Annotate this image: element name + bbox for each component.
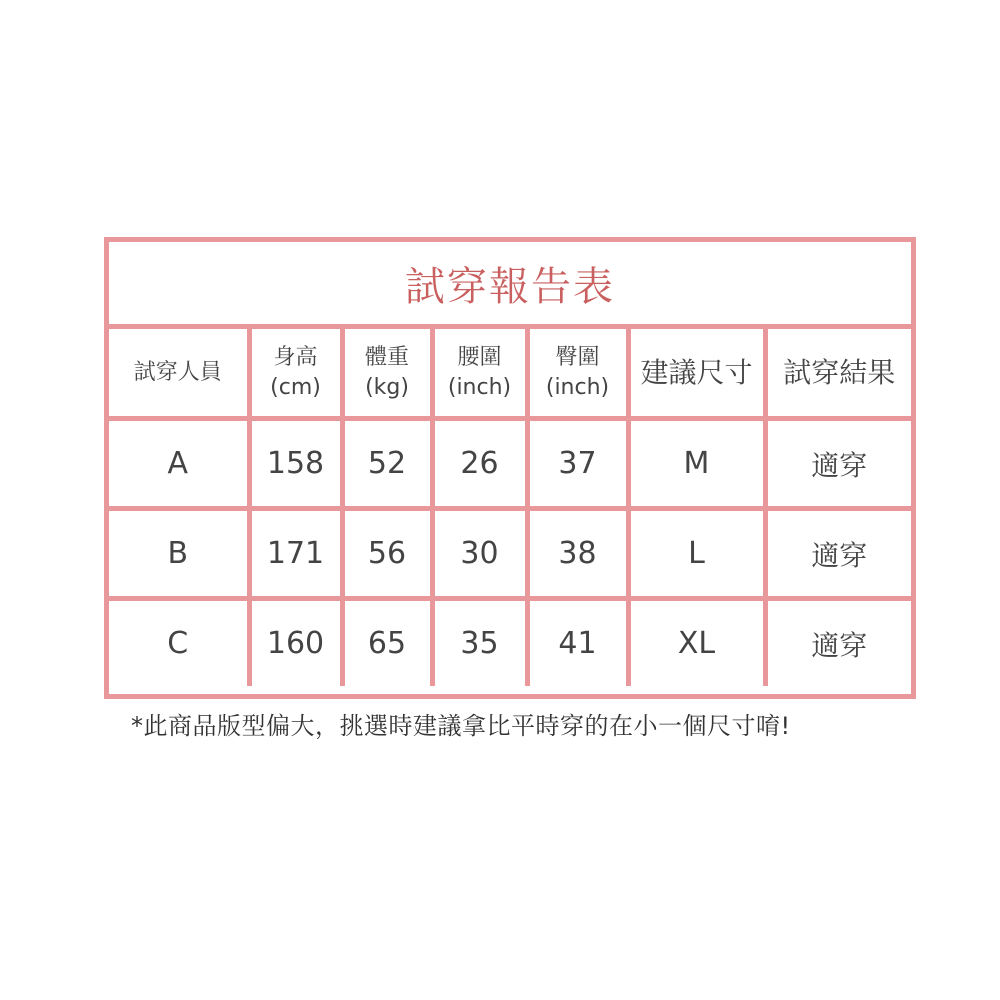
header-hip-unit: (inch) (545, 374, 610, 400)
cell-hip: 41 (527, 599, 628, 687)
header-size (628, 329, 765, 419)
cell-height: 171 (249, 509, 342, 599)
cell-hip: 37 (527, 419, 628, 509)
header-waist (432, 329, 527, 419)
cell-person: A (109, 419, 249, 509)
header-row (109, 329, 911, 419)
header-weight (342, 329, 432, 419)
header-result (765, 329, 911, 419)
table-row (109, 509, 911, 599)
cell-waist: 35 (432, 599, 527, 687)
cell-size: M (628, 419, 765, 509)
header-hip-label: 臀圍 (555, 344, 600, 370)
header-weight-label: 體重 (364, 344, 409, 370)
header-size-label: 建議尺寸 (640, 355, 753, 389)
report-title: 試穿報告表 (405, 263, 615, 310)
cell-height: 160 (249, 599, 342, 687)
header-person (109, 329, 249, 419)
header-waist-label: 腰圍 (457, 344, 502, 370)
header-height-unit: (cm) (270, 374, 321, 400)
cell-weight: 52 (342, 419, 432, 509)
cell-result: 適穿 (765, 419, 911, 509)
cell-weight: 56 (342, 509, 432, 599)
header-weight-unit: (kg) (365, 374, 409, 400)
header-height (249, 329, 342, 419)
header-person-label: 試穿人員 (133, 359, 222, 385)
cell-size: XL (628, 599, 765, 687)
cell-person: C (109, 599, 249, 687)
header-height-label: 身高 (273, 344, 318, 370)
table-row (109, 419, 911, 509)
fitting-report-table (104, 237, 916, 699)
cell-weight: 65 (342, 599, 432, 687)
cell-hip: 38 (527, 509, 628, 599)
title-row (109, 242, 911, 329)
size-table (109, 329, 911, 686)
cell-height: 158 (249, 419, 342, 509)
header-waist-unit: (inch) (447, 374, 512, 400)
cell-waist: 26 (432, 419, 527, 509)
cell-result: 適穿 (765, 509, 911, 599)
cell-size: L (628, 509, 765, 599)
cell-waist: 30 (432, 509, 527, 599)
cell-result: 適穿 (765, 599, 911, 687)
table-row (109, 599, 911, 687)
header-hip (527, 329, 628, 419)
sizing-note: *此商品版型偏大，挑選時建議拿比平時穿的在小一個尺寸唷! (131, 712, 791, 740)
header-result-label: 試穿結果 (783, 355, 896, 389)
cell-person: B (109, 509, 249, 599)
